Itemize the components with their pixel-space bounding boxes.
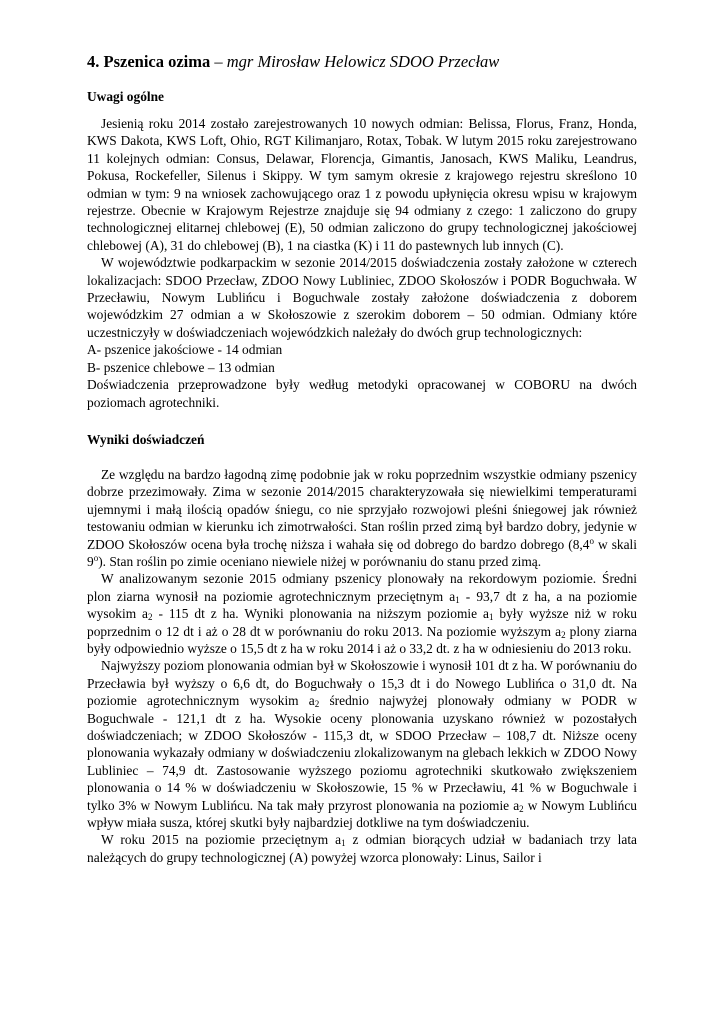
paragraph-yield-levels: W analizowanym sezonie 2015 odmiany pszenicy plonowały na rekordowym poziomie. Średni plon ziarna wynosił na poziomie agrotechnicznym przeciętnym $a_1 - 93,7$ dt z ha, a na poziomie wysokim $a_2 - 115$ dt z ha. Wyniki plonowania na niższym poziomie $a_1$ były wyższe niż w roku poprzednim o 12 dt i aż o 28 dt w porównaniu do roku 2013. Na poziomie wyższym $a_2$ plony ziarna były odpowiednio wyższe o 15,5 dt z ha w roku 2014 i aż o 33,2 dt. z ha w odniesieniu do 2013 roku. (87, 571, 638, 656)
document-page (87, 52, 637, 866)
chapter-heading (87, 52, 637, 72)
list-item-group-a: A- pszenice jakościowe - 14 odmian (87, 342, 283, 358)
chapter-author: mgr Mirosław Helowicz SDOO Przecław (226, 52, 500, 71)
paragraph-registration: Jesienią roku 2014 zostało zarejestrowanych 10 nowych odmian: Belissa, Florus, Franz, Honda, KWS Dakota, KWS Loft, Ohio, RGT Kilimanjaro, Rotax, Tobak. W lutym 2015 roku zarejestrowano 11 kolejnych odmian: Consus, Delawar, Florencja, Gimantis, Janosach, KWS Maliku, Leandrus, Pokusa, Rockefeller, Silenus i Skippy. W tym samym okresie z krajowego rejestru skreślono 10 odmian w tym: 9 na wniosek zachowującego oraz 1 z powodu upłynięcia okresu wpisu w krajowym rejestrze. Obecnie w Krajowym Rejestrze znajduje się 94 odmiany z czego: 1 zaliczono do grupy technologicznej elitarnej chlebowej (E), 50 odmian zaliczono do grupy technologicznej jakościowej chlebowej (A), 31 do chlebowej (B), 1 na ciastka (K) i 11 do pastewnych lub innych (C). (87, 116, 637, 253)
paragraph-locations: W województwie podkarpackim w sezonie 2014/2015 doświadczenia zostały założone w czterech lokalizacjach: SDOO Przecław, ZDOO Nowy Lubliniec, ZDOO Skołoszów i PODR Boguchwała. W Przecławiu, Nowym Lublińcu i Boguchwale zostały założone doświadczenia z doborem wojewódzkim 27 odmian a w Skołoszowie z szerokim doborem – 50 odmian. Odmiany które uczestniczyły w doświadczeniach wojewódzkich należały do dwóch grup technologicznych: (87, 255, 637, 340)
chapter-title: 4. Pszenica ozima (87, 52, 211, 71)
paragraph-wintering: Ze względu na bardzo łagodną zimę podobnie jak w roku poprzednim wszystkie odmiany pszenicy dobrze przezimowały. Zima w sezonie 2014/2015 charakteryzowała się niewielkimi temperaturami ujemnymi i małą ilością opadów śniegu, co nie sprzyjało rozwojowi pleśni śniegowej jak również testowaniu odmian w kierunku ich zimotrwałości. Stan roślin przed zimą był bardzo dobry, jedynie w ZDOO Skołoszów ocena była trochę niższa i wahała się od dobrego do bardzo dobrego (8,4$^o$ w skali 9$^o$). Stan roślin po zimie oceniano niewiele niżej w porównaniu do stanu przed zimą. (87, 466, 638, 569)
list-item-group-b: B- pszenice chlebowe – 13 odmian (87, 359, 275, 375)
paragraph-location-comparison: Najwyższy poziom plonowania odmian był w Skołoszowie i wynosił 101 dt z ha. W porównaniu do Przecławia był wyższy o 6,6 dt, do Boguchwały o 15,3 dt i do Nowego Lublińca o 31,0 dt. Na poziomie agrotechnicznym wysokim $a_2$ średnio najwyżej plonowały odmiany w PODR w Boguchwale - 121,1 dt z ha. Wysokie oceny plonowania uzyskano również w pozostałych doświadczeniach; w ZDOO Skołoszów - 115,3 dt, w SDOO Przecław – 108,7 dt. Niższe oceny plonowania wykazały odmiany w doświadczeniu zlokalizowanym na glebach lekkich w ZDOO Nowy Lubliniec – 74,9 dt. Zastosowanie wyższego poziomu agrotechniki skutkowało zwiększeniem plonowania o 14 % w doświadczeniu w Skołoszowie, 15 % w Przecławiu, 41 % w Boguchwale i tylko 3% w Nowym Lublińcu. Na tak mały przyrost plonowania na poziomie $a_2$ w Nowym Lublińcu wpływ miała susza, której skutki były najbardziej dotkliwe na tym doświadczeniu. (87, 658, 638, 831)
paragraph-methodology: Doświadczenia przeprowadzone były według metodyki opracowanej w COBORU na dwóch poziomach agrotechniki. (87, 377, 637, 410)
section-title-results: Wyniki doświadczeń (87, 431, 205, 447)
heading-dash: – (210, 52, 227, 71)
paragraph-varieties-2015: W roku 2015 na poziomie przeciętnym $a_1$ z odmian biorących udział w badaniach trzy lata należących do grupy technologicznej (A) powyżej wzorca plonowały: Linus, Sailor i (87, 832, 637, 865)
section-title-general-remarks: Uwagi ogólne (87, 89, 164, 104)
